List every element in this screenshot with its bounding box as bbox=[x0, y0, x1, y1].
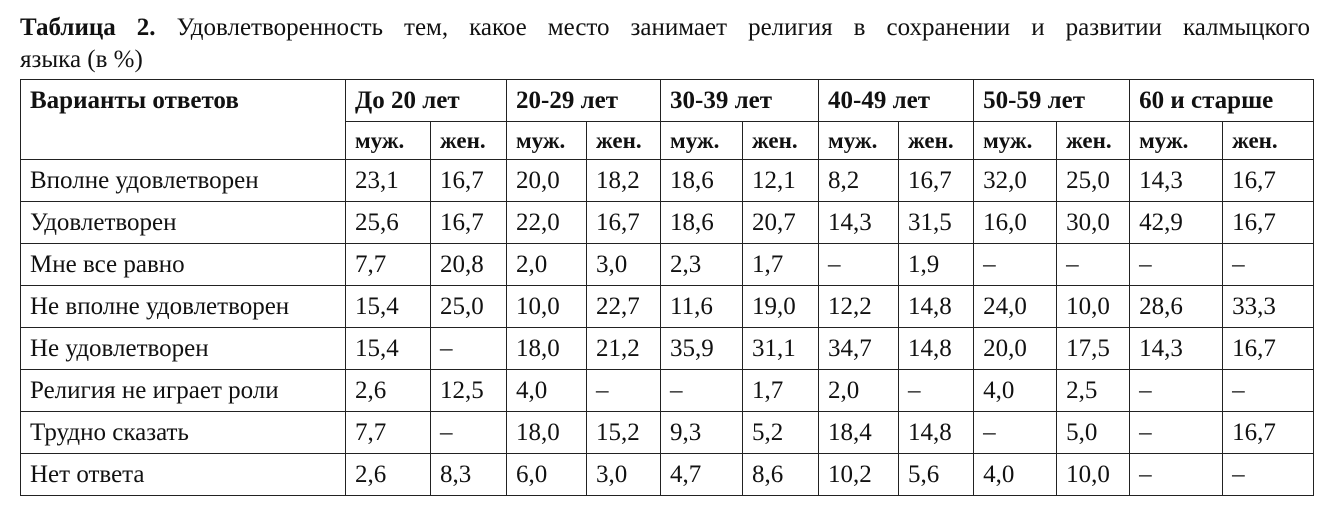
table-cell: 14,8 bbox=[899, 412, 974, 454]
table-cell: 10,0 bbox=[1057, 286, 1130, 328]
table-cell: 32,0 bbox=[974, 160, 1057, 202]
table-cell: 28,6 bbox=[1130, 286, 1223, 328]
table-cell: 16,0 bbox=[974, 202, 1057, 244]
table-cell: 18,6 bbox=[661, 202, 743, 244]
header-female: жен. bbox=[899, 122, 974, 160]
table-cell: 5,0 bbox=[1057, 412, 1130, 454]
table-cell: 16,7 bbox=[1223, 160, 1314, 202]
table-cell: 16,7 bbox=[899, 160, 974, 202]
table-row bbox=[21, 454, 1314, 496]
table-cell: – bbox=[587, 370, 661, 412]
table-cell: 18,4 bbox=[819, 412, 899, 454]
table-cell: – bbox=[661, 370, 743, 412]
table-cell: 8,3 bbox=[431, 454, 507, 496]
row-label: Не удовлетворен bbox=[21, 328, 346, 370]
header-female: жен. bbox=[743, 122, 819, 160]
header-age-group: 50-59 лет bbox=[974, 80, 1130, 122]
table-cell: 16,7 bbox=[1223, 412, 1314, 454]
table-cell: 3,0 bbox=[587, 454, 661, 496]
table-cell: 2,5 bbox=[1057, 370, 1130, 412]
table-cell: 34,7 bbox=[819, 328, 899, 370]
row-label: Вполне удовлетворен bbox=[21, 160, 346, 202]
table-cell: 5,6 bbox=[899, 454, 974, 496]
header-female: жен. bbox=[431, 122, 507, 160]
table-cell: – bbox=[819, 244, 899, 286]
table-cell: – bbox=[974, 412, 1057, 454]
table-cell: 25,6 bbox=[346, 202, 431, 244]
row-label: Удовлетворен bbox=[21, 202, 346, 244]
table-cell: 17,5 bbox=[1057, 328, 1130, 370]
table-cell: 18,2 bbox=[587, 160, 661, 202]
header-female: жен. bbox=[1223, 122, 1314, 160]
header-male: муж. bbox=[1130, 122, 1223, 160]
header-male: муж. bbox=[819, 122, 899, 160]
table-cell: 30,0 bbox=[1057, 202, 1130, 244]
table-cell: 18,0 bbox=[507, 412, 587, 454]
table-cell: 7,7 bbox=[346, 412, 431, 454]
table-cell: – bbox=[1130, 412, 1223, 454]
table-cell: 2,6 bbox=[346, 370, 431, 412]
row-label: Религия не играет роли bbox=[21, 370, 346, 412]
caption-text-line2: языка (в %) bbox=[20, 46, 143, 73]
table-cell: 42,9 bbox=[1130, 202, 1223, 244]
table-cell: 1,7 bbox=[743, 244, 819, 286]
header-age-group: 30-39 лет bbox=[661, 80, 819, 122]
header-age-group: 60 и старше bbox=[1130, 80, 1314, 122]
table-cell: 25,0 bbox=[431, 286, 507, 328]
table-cell: 8,6 bbox=[743, 454, 819, 496]
table-cell: 14,3 bbox=[1130, 328, 1223, 370]
table-cell: 2,0 bbox=[819, 370, 899, 412]
header-age-group: До 20 лет bbox=[346, 80, 507, 122]
table-cell: 16,7 bbox=[587, 202, 661, 244]
table-cell: 12,5 bbox=[431, 370, 507, 412]
table-cell: – bbox=[1223, 454, 1314, 496]
row-label: Мне все равно bbox=[21, 244, 346, 286]
table-cell: 33,3 bbox=[1223, 286, 1314, 328]
table-cell: 18,0 bbox=[507, 328, 587, 370]
table-row bbox=[21, 412, 1314, 454]
table-cell: 2,3 bbox=[661, 244, 743, 286]
table-cell: 25,0 bbox=[1057, 160, 1130, 202]
table-cell: 4,7 bbox=[661, 454, 743, 496]
table-cell: – bbox=[899, 370, 974, 412]
table-cell: 8,2 bbox=[819, 160, 899, 202]
row-label: Нет ответа bbox=[21, 454, 346, 496]
table-cell: 35,9 bbox=[661, 328, 743, 370]
caption-text: Удовлетворенность тем, какое место занимает религия в сохранении и развитии калмыцкого bbox=[176, 14, 1311, 41]
table-cell: 23,1 bbox=[346, 160, 431, 202]
table-cell: 7,7 bbox=[346, 244, 431, 286]
table-cell: 14,3 bbox=[1130, 160, 1223, 202]
table-cell: 16,7 bbox=[1223, 328, 1314, 370]
table-cell: 16,7 bbox=[431, 160, 507, 202]
table-row bbox=[21, 370, 1314, 412]
table-cell: – bbox=[431, 328, 507, 370]
table-cell: 4,0 bbox=[507, 370, 587, 412]
table-cell: 20,0 bbox=[507, 160, 587, 202]
header-female: жен. bbox=[587, 122, 661, 160]
table-cell: – bbox=[431, 412, 507, 454]
table-cell: 4,0 bbox=[974, 370, 1057, 412]
table-cell: – bbox=[1130, 244, 1223, 286]
table-cell: 15,2 bbox=[587, 412, 661, 454]
table-cell: 14,8 bbox=[899, 286, 974, 328]
table-cell: – bbox=[1223, 244, 1314, 286]
table-row bbox=[21, 328, 1314, 370]
table-cell: 31,1 bbox=[743, 328, 819, 370]
table-cell: 19,0 bbox=[743, 286, 819, 328]
table-cell: – bbox=[1130, 454, 1223, 496]
header-male: муж. bbox=[661, 122, 743, 160]
header-male: муж. bbox=[974, 122, 1057, 160]
table-cell: 20,0 bbox=[974, 328, 1057, 370]
header-male: муж. bbox=[507, 122, 587, 160]
table-row bbox=[21, 244, 1314, 286]
table-cell: 1,9 bbox=[899, 244, 974, 286]
table-cell: 1,7 bbox=[743, 370, 819, 412]
table-cell: 10,0 bbox=[1057, 454, 1130, 496]
table-cell: 24,0 bbox=[974, 286, 1057, 328]
header-female: жен. bbox=[1057, 122, 1130, 160]
table-cell: 6,0 bbox=[507, 454, 587, 496]
table-row bbox=[21, 202, 1314, 244]
table-cell: – bbox=[1223, 370, 1314, 412]
table-cell: 10,2 bbox=[819, 454, 899, 496]
table-cell: 15,4 bbox=[346, 286, 431, 328]
table-cell: 4,0 bbox=[974, 454, 1057, 496]
table-cell: 11,6 bbox=[661, 286, 743, 328]
table-cell: 16,7 bbox=[1223, 202, 1314, 244]
row-label: Не вполне удовлетворен bbox=[21, 286, 346, 328]
table-cell: – bbox=[974, 244, 1057, 286]
table-cell: 2,0 bbox=[507, 244, 587, 286]
table-cell: 9,3 bbox=[661, 412, 743, 454]
survey-table bbox=[20, 79, 1314, 496]
table-cell: 3,0 bbox=[587, 244, 661, 286]
table-cell: 16,7 bbox=[431, 202, 507, 244]
header-male: муж. bbox=[346, 122, 431, 160]
table-cell: 12,2 bbox=[819, 286, 899, 328]
table-cell: 14,8 bbox=[899, 328, 974, 370]
table-cell: 20,7 bbox=[743, 202, 819, 244]
table-cell: 22,0 bbox=[507, 202, 587, 244]
table-row bbox=[21, 286, 1314, 328]
table-cell: 2,6 bbox=[346, 454, 431, 496]
table-cell: 22,7 bbox=[587, 286, 661, 328]
table-cell: 5,2 bbox=[743, 412, 819, 454]
table-cell: 12,1 bbox=[743, 160, 819, 202]
table-body bbox=[21, 160, 1314, 496]
header-age-group: 40-49 лет bbox=[819, 80, 974, 122]
header-variants: Варианты ответов bbox=[21, 80, 346, 160]
caption-label: Таблица 2. bbox=[20, 14, 156, 41]
header-row-age-groups bbox=[21, 80, 1314, 122]
table-cell: – bbox=[1057, 244, 1130, 286]
table-cell: 18,6 bbox=[661, 160, 743, 202]
table-cell: 14,3 bbox=[819, 202, 899, 244]
table-cell: 10,0 bbox=[507, 286, 587, 328]
table-cell: 20,8 bbox=[431, 244, 507, 286]
table-cell: – bbox=[1130, 370, 1223, 412]
header-age-group: 20-29 лет bbox=[507, 80, 661, 122]
row-label: Трудно сказать bbox=[21, 412, 346, 454]
table-row bbox=[21, 160, 1314, 202]
table-cell: 15,4 bbox=[346, 328, 431, 370]
table-cell: 21,2 bbox=[587, 328, 661, 370]
table-cell: 31,5 bbox=[899, 202, 974, 244]
table-caption bbox=[20, 12, 1310, 44]
